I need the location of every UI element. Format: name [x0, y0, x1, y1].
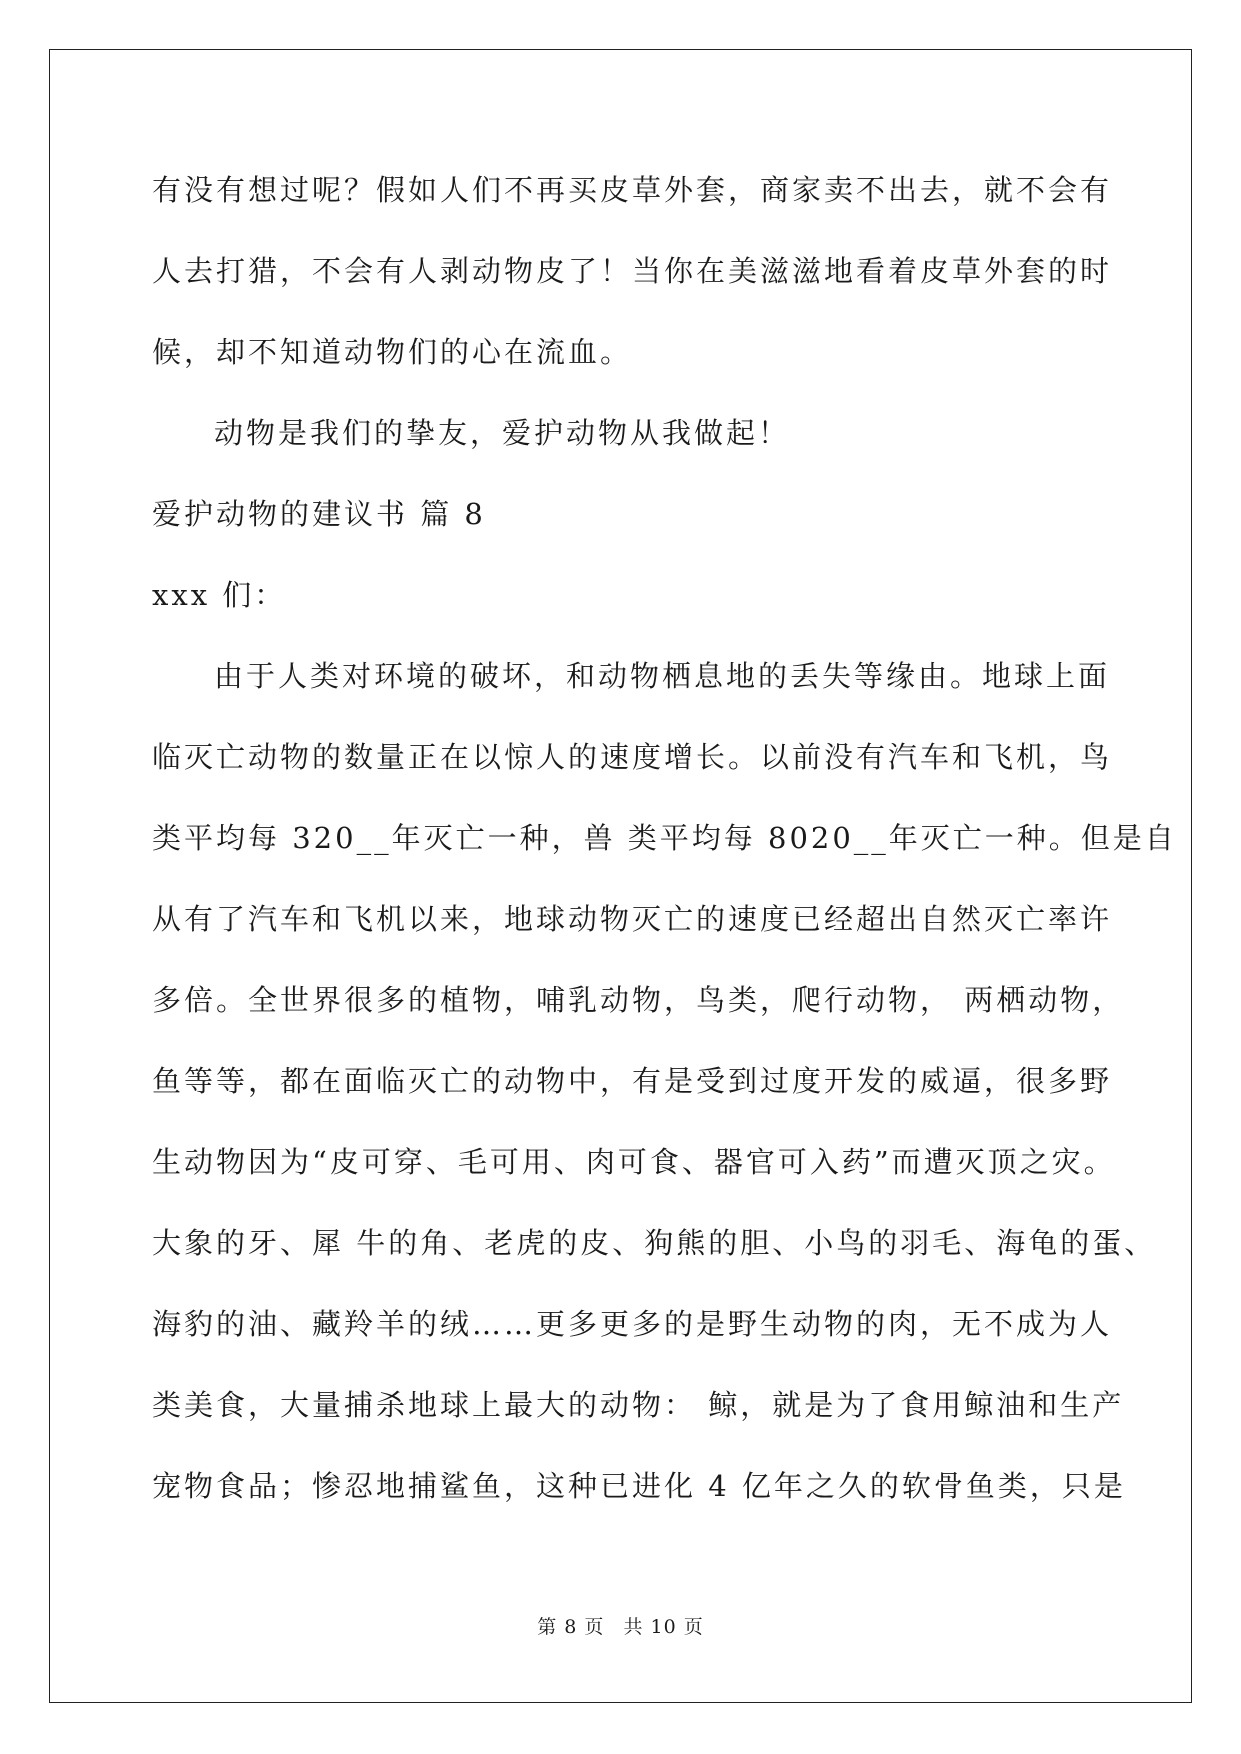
- text-line: 人去打猎，不会有人剥动物皮了！当你在美滋滋地看着皮草外套的时: [152, 254, 1113, 288]
- text-line: 鱼等等，都在面临灭亡的动物中，有是受到过度开发的威逼，很多野: [152, 1064, 1113, 1098]
- text-line: 动物是我们的挚友，爱护动物从我做起！: [214, 416, 791, 450]
- page-footer: [0, 1612, 1241, 1639]
- text-line: 临灭亡动物的数量正在以惊人的速度增长。以前没有汽车和飞机，鸟: [152, 740, 1113, 774]
- text-line: 从有了汽车和飞机以来，地球动物灭亡的速度已经超出自然灭亡率许: [152, 902, 1113, 936]
- text-line: 宠物食品；惨忍地捕鲨鱼，这种已进化 4 亿年之久的软骨鱼类，只是: [152, 1469, 1126, 1503]
- text-line: 候，却不知道动物们的心在流血。: [152, 335, 633, 369]
- text-line: 海豹的油、藏羚羊的绒……更多更多的是野生动物的肉，无不成为人: [152, 1307, 1113, 1341]
- section-heading: 爱护动物的建议书 篇 8: [152, 497, 486, 531]
- text-line: 生动物因为“皮可穿、毛可用、肉可食、器官可入药”而遭灭顶之灾。: [152, 1145, 1116, 1179]
- page-total: 共 10 页: [623, 1616, 704, 1638]
- salutation: xxx 们：: [152, 578, 287, 612]
- text-line: 由于人类对环境的破坏，和动物栖息地的丢失等缘由。地球上面: [214, 659, 1111, 693]
- text-line: 有没有想过呢？假如人们不再买皮草外套，商家卖不出去，就不会有: [152, 173, 1113, 207]
- text-line: 类美食，大量捕杀地球上最大的动物： 鲸，就是为了食用鲸油和生产: [152, 1388, 1125, 1422]
- text-line: 大象的牙、犀 牛的角、老虎的皮、狗熊的胆、小鸟的羽毛、海龟的蛋、: [152, 1226, 1157, 1260]
- text-line: 类平均每 320__年灭亡一种，兽 类平均每 8020__年灭亡一种。但是自: [152, 821, 1177, 855]
- page-number: 第 8 页: [537, 1616, 605, 1638]
- text-line: 多倍。全世界很多的植物，哺乳动物，鸟类，爬行动物， 两栖动物，: [152, 983, 1125, 1017]
- document-body: [152, 160, 1177, 1537]
